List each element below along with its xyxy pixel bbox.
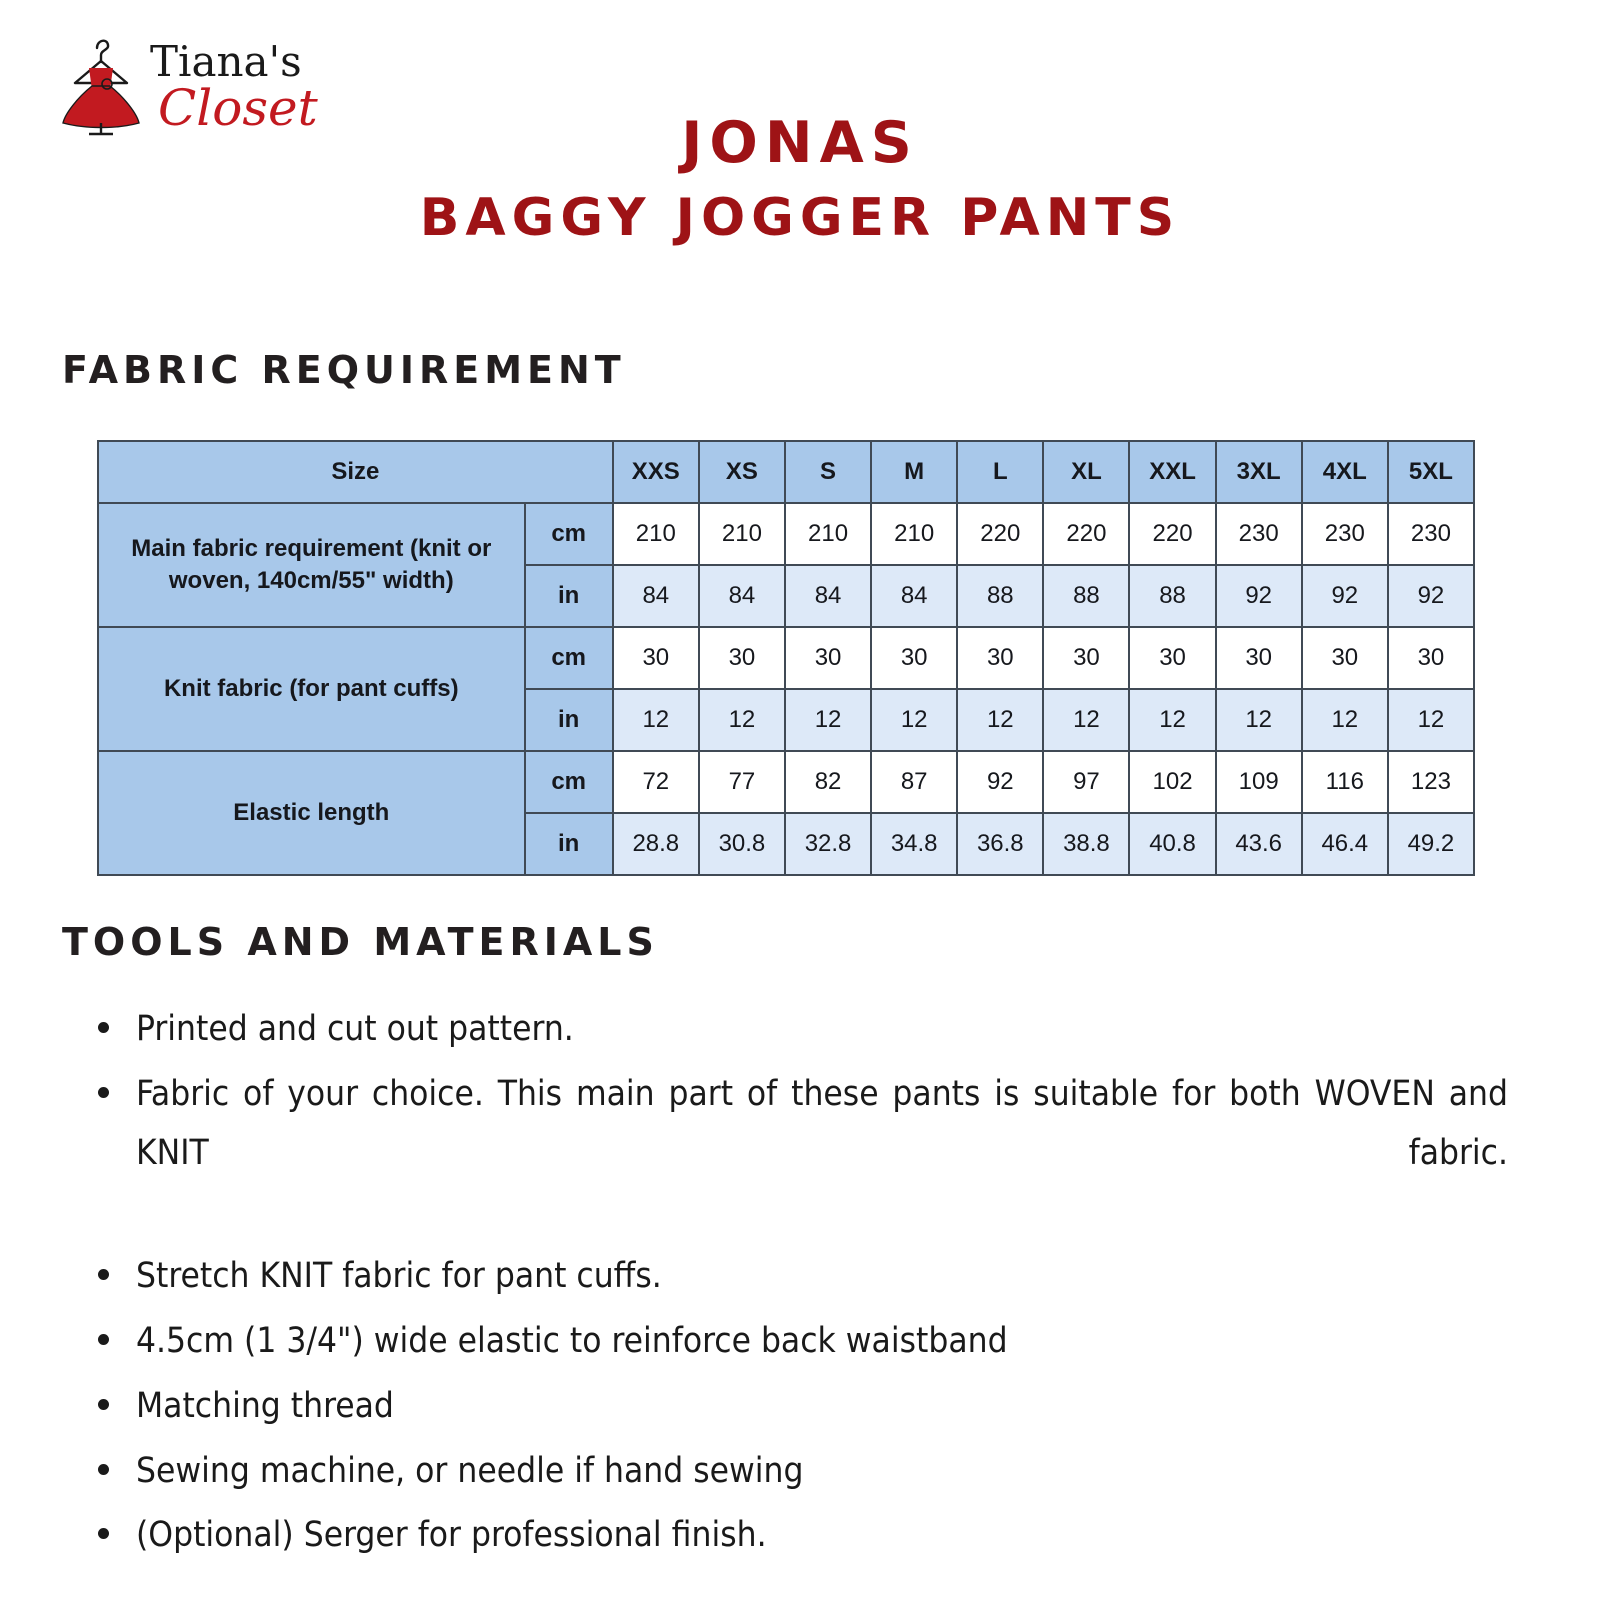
tools-and-materials-heading: TOOLS AND MATERIALS [62,920,659,964]
table-head [98,441,1474,503]
fabric-requirement-table-wrap [97,440,1475,876]
cell-value: 30 [1216,627,1302,689]
cell-value: 84 [785,565,871,627]
cell-value: 12 [1388,689,1474,751]
cell-value: 30 [1388,627,1474,689]
cell-value: 12 [613,689,699,751]
cell-value: 109 [1216,751,1302,813]
cell-value: 84 [871,565,957,627]
row-unit-cm: cm [525,627,613,689]
cell-value: 28.8 [613,813,699,875]
cell-value: 34.8 [871,813,957,875]
pattern-subtitle: BAGGY JOGGER PANTS [419,187,1181,248]
list-item [88,1247,1508,1306]
logo-word-tianas: Tiana's [150,37,302,86]
bullet-icon [98,1334,109,1345]
row-unit-in: in [525,813,613,875]
cell-value: 12 [1302,689,1388,751]
cell-value: 30 [871,627,957,689]
table-header-s: S [785,441,871,503]
cell-value: 12 [1129,689,1215,751]
cell-value: 12 [1043,689,1129,751]
table-header-xs: XS [699,441,785,503]
cell-value: 92 [1302,565,1388,627]
cell-value: 210 [871,503,957,565]
row-unit-in: in [525,689,613,751]
cell-value: 40.8 [1129,813,1215,875]
cell-value: 210 [613,503,699,565]
table-header-3xl: 3XL [1216,441,1302,503]
cell-value: 30 [613,627,699,689]
table-body [98,503,1474,875]
list-item [88,1065,1508,1241]
table-header-l: L [957,441,1043,503]
cell-value: 230 [1388,503,1474,565]
cell-value: 220 [957,503,1043,565]
cell-value: 123 [1388,751,1474,813]
cell-value: 32.8 [785,813,871,875]
cell-value: 30 [1129,627,1215,689]
cell-value: 210 [785,503,871,565]
cell-value: 46.4 [1302,813,1388,875]
cell-value: 12 [871,689,957,751]
tools-and-materials-list [88,1000,1508,1571]
cell-value: 49.2 [1388,813,1474,875]
pattern-name: JONAS [681,110,919,176]
list-item [88,1000,1508,1059]
bullet-icon [98,1399,109,1410]
cell-value: 97 [1043,751,1129,813]
cell-value: 88 [1043,565,1129,627]
cell-value: 84 [613,565,699,627]
cell-value: 210 [699,503,785,565]
cell-value: 230 [1216,503,1302,565]
list-item [88,1312,1508,1371]
cell-value: 88 [1129,565,1215,627]
row-unit-cm: cm [525,751,613,813]
list-item-label: 4.5cm (1 3/4") wide elastic to reinforce back waistband [136,1320,1008,1361]
cell-value: 43.6 [1216,813,1302,875]
cell-value: 72 [613,751,699,813]
bullet-icon [98,1022,109,1033]
cell-value: 12 [699,689,785,751]
cell-value: 30 [1043,627,1129,689]
list-item-label: Stretch KNIT fabric for pant cuffs. [136,1256,662,1297]
cell-value: 77 [699,751,785,813]
cell-value: 92 [1216,565,1302,627]
table-row [98,751,1474,813]
table-header-5xl: 5XL [1388,441,1474,503]
cell-value: 12 [785,689,871,751]
list-item [88,1506,1508,1565]
row-label-elastic-length: Elastic length [98,751,525,875]
cell-value: 30 [785,627,871,689]
row-unit-cm: cm [525,503,613,565]
list-item-label: Sewing machine, or needle if hand sewing [136,1450,804,1491]
cell-value: 30 [699,627,785,689]
cell-value: 12 [957,689,1043,751]
table-header-4xl: 4XL [1302,441,1388,503]
list-item [88,1442,1508,1501]
cell-value: 92 [1388,565,1474,627]
bullet-icon [98,1269,109,1280]
cell-value: 230 [1302,503,1388,565]
list-item-label: Matching thread [136,1385,394,1426]
cell-value: 220 [1129,503,1215,565]
fabric-requirement-table [97,440,1475,876]
cell-value: 30 [1302,627,1388,689]
table-header-row [98,441,1474,503]
cell-value: 88 [957,565,1043,627]
table-row [98,503,1474,565]
bullet-icon [98,1528,109,1539]
cell-value: 92 [957,751,1043,813]
table-header-xxs: XXS [613,441,699,503]
logo-word-closet: Closet [158,79,318,137]
page-title-block [0,112,1600,248]
cell-value: 84 [699,565,785,627]
bullet-icon [98,1464,109,1475]
table-row [98,627,1474,689]
cell-value: 12 [1216,689,1302,751]
row-unit-in: in [525,565,613,627]
list-item [88,1377,1508,1436]
cell-value: 102 [1129,751,1215,813]
table-header-xxl: XXL [1129,441,1215,503]
cell-value: 30 [957,627,1043,689]
fabric-requirement-heading: FABRIC REQUIREMENT [62,348,626,392]
cell-value: 116 [1302,751,1388,813]
cell-value: 36.8 [957,813,1043,875]
list-item-label: Printed and cut out pattern. [136,1009,574,1049]
table-header-size: Size [98,441,613,503]
list-item-label: (Optional) Serger for professional finish. [136,1515,767,1556]
cell-value: 82 [785,751,871,813]
cell-value: 30.8 [699,813,785,875]
bullet-icon [98,1087,109,1098]
table-header-xl: XL [1043,441,1129,503]
cell-value: 87 [871,751,957,813]
row-label-main-fabric: Main fabric requirement (knit or woven, 140cm/55" width) [98,503,525,627]
table-header-m: M [871,441,957,503]
row-label-knit-fabric: Knit fabric (for pant cuffs) [98,627,525,751]
list-item-label: Fabric of your choice. This main part of these pants is suitable for both WOVEN and KNIT fabric. [136,1073,1508,1173]
cell-value: 220 [1043,503,1129,565]
cell-value: 38.8 [1043,813,1129,875]
